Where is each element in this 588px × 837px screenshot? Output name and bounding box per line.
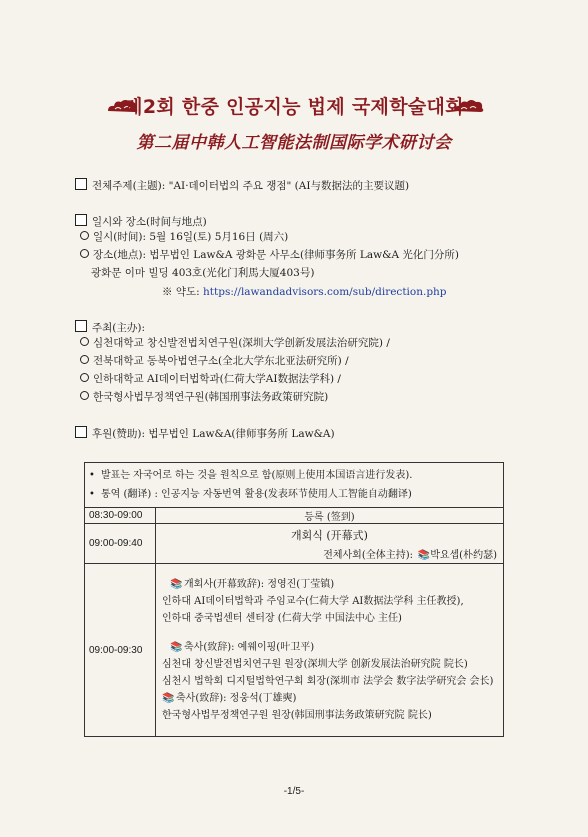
theme-text: 전체주제(主题): "AI·데이터법의 주요 쟁점" (AI与数据法的主要议题) — [92, 180, 410, 192]
moderator-name: 박요셉(朴约瑟) — [430, 549, 497, 561]
book-icon: 📚 — [170, 579, 183, 590]
theme-line — [75, 178, 409, 193]
checkbox-icon — [75, 426, 87, 438]
book-icon: 📚 — [170, 642, 183, 653]
circle-bullet-icon — [80, 391, 89, 400]
circle-bullet-icon — [80, 355, 89, 364]
schedule-table — [84, 462, 504, 737]
place-line-2: 광화문 이마 빌딩 403호(光化门利馬大厦403号) — [91, 267, 315, 279]
time-cell: 08:30-09:00 — [85, 508, 156, 524]
book-icon: 📚 — [417, 549, 431, 561]
table-row — [85, 564, 504, 737]
host-item: 한국형사법무정책연구원(韩国刑事法务政策研究院) — [80, 390, 328, 404]
place-line: 장소(地点): 법무법인 Law&A 광화문 사무소(律师事务所 Law&A 光化门分所) — [80, 248, 459, 262]
circle-bullet-icon — [80, 373, 89, 382]
moderator-line: 전체사회(全体主持): 📚박요셉(朴约瑟) — [323, 549, 497, 561]
session-label: 등록 (签到) — [156, 508, 504, 524]
checkbox-icon — [75, 178, 87, 190]
circle-bullet-icon — [80, 337, 89, 346]
page-number: -1/5- — [283, 786, 305, 797]
date-line: 일시(时间): 5월 16일(토) 5月16日 (周六) — [80, 230, 288, 244]
host-item: 전북대학교 동북아법연구소(全北大学东北亚法研究所) / — [80, 354, 349, 368]
note-item: • 발표는 자국어로 하는 것을 원칙으로 함(原则上使用本国语言进行发表). — [89, 470, 413, 481]
congrats-affiliation: 심천시 법학회 디지털법학연구회 회장(深圳市 法学会 数字法学研究会 会长) — [162, 676, 494, 687]
map-link[interactable]: https://lawandadvisors.com/sub/direction.php — [203, 286, 447, 298]
congrats-affiliation: 심천대 창신발전법치연구원 원장(深圳大学 创新发展法治研究院 院长) — [162, 659, 468, 670]
checkbox-icon — [75, 320, 87, 332]
congrats-affiliation: 한국형사법무정책연구원 원장(韩国刑事法务政策研究院 院长) — [162, 710, 432, 721]
speeches-cell — [156, 564, 504, 737]
table-row — [85, 524, 504, 564]
book-icon: 📚 — [162, 693, 175, 704]
session-label: 개회식 (开幕式) — [291, 528, 368, 542]
welcome-affiliation: 인하대 중국법센터 센터장 (仁荷大学 中国法中心 主任) — [162, 613, 402, 624]
host-item: 심천대학교 창신발전법치연구원(深圳大学创新发展法治研究院) / — [80, 336, 390, 350]
welcome-title: 📚 개회사(开幕致辞): 정영진(丁莹镇) — [162, 576, 501, 593]
note-item: • 통역 (翻译) : 인공지능 자동번역 활용(发表环节使用人工智能自动翻译) — [89, 489, 412, 500]
congrats-title: 📚 축사(致辞): 정웅석(丁雄奭) — [162, 690, 501, 707]
checkbox-icon — [75, 214, 87, 226]
time-cell: 09:00-09:30 — [85, 564, 156, 737]
datetime-heading: 일시와 장소(时间与地点) — [75, 214, 207, 229]
time-cell: 09:00-09:40 — [85, 524, 156, 564]
circle-bullet-icon — [80, 249, 89, 258]
sponsor-line: 후원(赞助): 법무법인 Law&A(律师事务所 Law&A) — [75, 426, 335, 441]
circle-bullet-icon — [80, 231, 89, 240]
title-chinese: 第二届中韩人工智能法制国际学术研讨会 — [136, 133, 452, 153]
welcome-affiliation: 인하대 AI데이터법학과 주임교수(仁荷大学 AI数据法学科 主任教授), — [162, 596, 464, 607]
title-korean: 제2회 한중 인공지능 법제 국제학술대회 — [124, 96, 464, 118]
host-heading: 주최(主办): — [75, 320, 145, 335]
notes-row — [85, 463, 504, 508]
map-line: ※ 약도: https://lawandadvisors.com/sub/direction.php — [162, 286, 447, 298]
host-item: 인하대학교 AI데이터법학과(仁荷大学AI数据法学科) / — [80, 372, 341, 386]
congrats-title: 📚 축사(致辞): 예웨이핑(叶卫平) — [162, 639, 501, 656]
table-row — [85, 508, 504, 524]
